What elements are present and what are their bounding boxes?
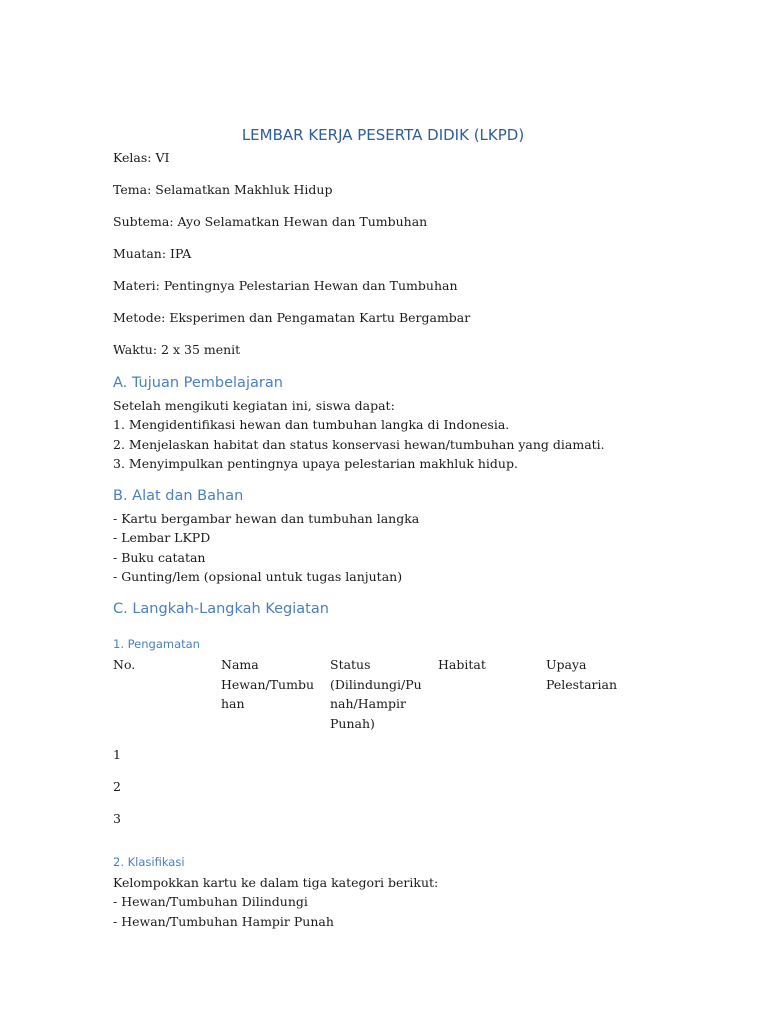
table-header-no: No.	[113, 657, 136, 672]
tujuan-list	[113, 396, 605, 473]
table-row: 2	[113, 779, 121, 794]
alat-item: - Kartu bergambar hewan dan tumbuhan langka	[113, 511, 420, 526]
alat-item: - Buku catatan	[113, 549, 206, 565]
meta-tema: Tema: Selamatkan Makhluk Hidup	[113, 182, 333, 197]
tujuan-item: 3. Menyimpulkan pentingnya upaya pelestarian makhluk hidup.	[113, 455, 518, 471]
klasifikasi-item: - Hewan/Tumbuhan Dilindungi	[113, 894, 308, 910]
alat-item: - Lembar LKPD	[113, 530, 211, 546]
alat-item: - Gunting/lem (opsional untuk tugas lanjutan)	[113, 568, 403, 584]
subheading-klasifikasi: 2. Klasifikasi	[113, 855, 185, 869]
meta-muatan: Muatan: IPA	[113, 246, 192, 261]
tujuan-item: 2. Menjelaskan habitat dan status konservasi hewan/tumbuhan yang diamati.	[113, 436, 605, 452]
heading-langkah: C. Langkah-Langkah Kegiatan	[113, 601, 329, 617]
meta-waktu: Waktu: 2 x 35 menit	[113, 342, 241, 357]
meta-materi: Materi: Pentingnya Pelestarian Hewan dan Tumbuhan	[113, 278, 458, 293]
subheading-pengamatan: 1. Pengamatan	[113, 637, 200, 651]
table-header-habitat: Habitat	[438, 657, 486, 672]
klasifikasi-intro: Kelompokkan kartu ke dalam tiga kategori berikut:	[113, 875, 439, 890]
tujuan-item: 1. Mengidentifikasi hewan dan tumbuhan langka di Indonesia.	[113, 417, 510, 433]
meta-kelas: Kelas: VI	[113, 150, 170, 165]
meta-subtema: Subtema: Ayo Selamatkan Hewan dan Tumbuhan	[113, 214, 428, 229]
table-row: 3	[113, 811, 121, 826]
alat-bahan-list	[113, 509, 419, 586]
klasifikasi-item: - Hewan/Tumbuhan Hampir Punah	[113, 913, 334, 929]
document-title: LEMBAR KERJA PESERTA DIDIK (LKPD)	[241, 126, 525, 144]
tujuan-intro: Setelah mengikuti kegiatan ini, siswa dapat:	[113, 398, 395, 413]
heading-alat-bahan: B. Alat dan Bahan	[113, 488, 244, 504]
table-row: 1	[113, 747, 121, 762]
meta-metode: Metode: Eksperimen dan Pengamatan Kartu Bergambar	[113, 310, 471, 325]
table-header-nama: Nama Hewan/Tumbu han	[221, 657, 315, 711]
klasifikasi-list	[113, 873, 438, 931]
table-header-status: Status (Dilindungi/Pu nah/Hampir Punah)	[330, 657, 422, 731]
table-header-upaya: Upaya Pelestarian	[546, 657, 618, 692]
heading-tujuan: A. Tujuan Pembelajaran	[113, 375, 283, 391]
